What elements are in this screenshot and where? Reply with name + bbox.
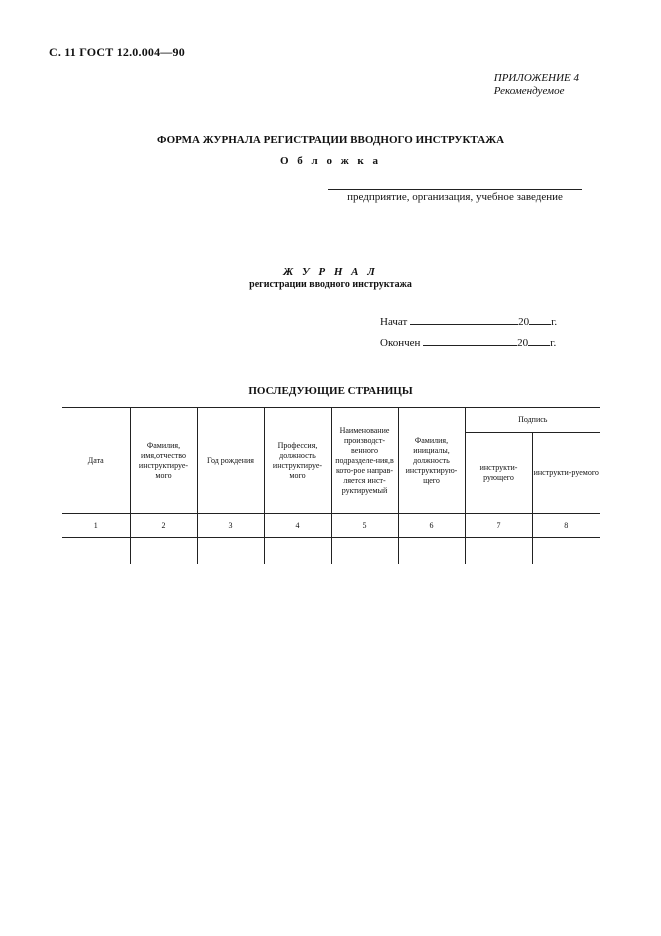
started-year-prefix: 20 bbox=[518, 316, 530, 328]
col-number-3: 3 bbox=[197, 514, 264, 538]
appendix-note: Рекомендуемое bbox=[493, 85, 565, 97]
col-number-2: 2 bbox=[130, 514, 197, 538]
table-cell bbox=[331, 538, 398, 565]
col-number-5: 5 bbox=[331, 514, 398, 538]
started-label: Начат bbox=[380, 316, 408, 328]
journal-title: Ж У Р Н А Л bbox=[283, 266, 378, 278]
col-header-instructor: Фамилия, инициалы, должность инструктирую-щего bbox=[398, 408, 465, 514]
col-header-profession: Профессия, должность инструктируе-мого bbox=[264, 408, 331, 514]
table-cell bbox=[197, 538, 264, 565]
col-number-8: 8 bbox=[532, 514, 600, 538]
started-year-blank bbox=[529, 315, 551, 325]
table-cell bbox=[532, 538, 600, 565]
table-row bbox=[62, 538, 600, 565]
cover-label: О б л о ж к а bbox=[279, 155, 382, 167]
table-cell bbox=[62, 538, 130, 565]
table-cell bbox=[130, 538, 197, 565]
ended-row bbox=[380, 336, 556, 349]
col-header-date: Дата bbox=[62, 408, 130, 514]
appendix-title: ПРИЛОЖЕНИЕ 4 bbox=[493, 72, 579, 84]
col-header-signature-instructed: инструкти-руемого bbox=[532, 433, 600, 514]
started-date-blank bbox=[410, 315, 518, 325]
table-number-row bbox=[62, 514, 600, 538]
organization-line bbox=[328, 189, 582, 190]
appendix-block bbox=[494, 72, 579, 98]
col-header-signature: Подпись bbox=[465, 408, 600, 433]
form-title: ФОРМА ЖУРНАЛА РЕГИСТРАЦИИ ВВОДНОГО ИНСТРУКТАЖА bbox=[156, 134, 505, 146]
ended-label: Окончен bbox=[380, 337, 421, 349]
table-cell bbox=[465, 538, 532, 565]
journal-subtitle: регистрации вводного инструктажа bbox=[249, 279, 412, 290]
page-header: С. 11 ГОСТ 12.0.004—90 bbox=[49, 45, 185, 59]
ended-year-blank bbox=[528, 336, 550, 346]
started-row bbox=[380, 315, 557, 328]
col-header-signature-instructor: инструкти-рующего bbox=[465, 433, 532, 514]
table-cell bbox=[264, 538, 331, 565]
pages-heading: ПОСЛЕДУЮЩИЕ СТРАНИЦЫ bbox=[248, 385, 413, 397]
col-number-1: 1 bbox=[62, 514, 130, 538]
col-number-4: 4 bbox=[264, 514, 331, 538]
col-header-department: Наименование производст-венного подразделе-ния,в кото-рое направ-ляется инст-руктируемый bbox=[331, 408, 398, 514]
table-header-row bbox=[62, 408, 600, 433]
col-header-birth-year: Год рождения bbox=[197, 408, 264, 514]
ended-year-suffix: г. bbox=[550, 337, 557, 349]
ended-year-prefix: 20 bbox=[517, 337, 529, 349]
journal-table bbox=[62, 407, 600, 564]
col-header-name: Фамилия, имя,отчество инструктируе-мого bbox=[130, 408, 197, 514]
table-cell bbox=[398, 538, 465, 565]
organization-caption: предприятие, организация, учебное заведение bbox=[347, 191, 563, 203]
started-year-suffix: г. bbox=[551, 316, 558, 328]
ended-date-blank bbox=[423, 336, 517, 346]
col-number-6: 6 bbox=[398, 514, 465, 538]
col-number-7: 7 bbox=[465, 514, 532, 538]
